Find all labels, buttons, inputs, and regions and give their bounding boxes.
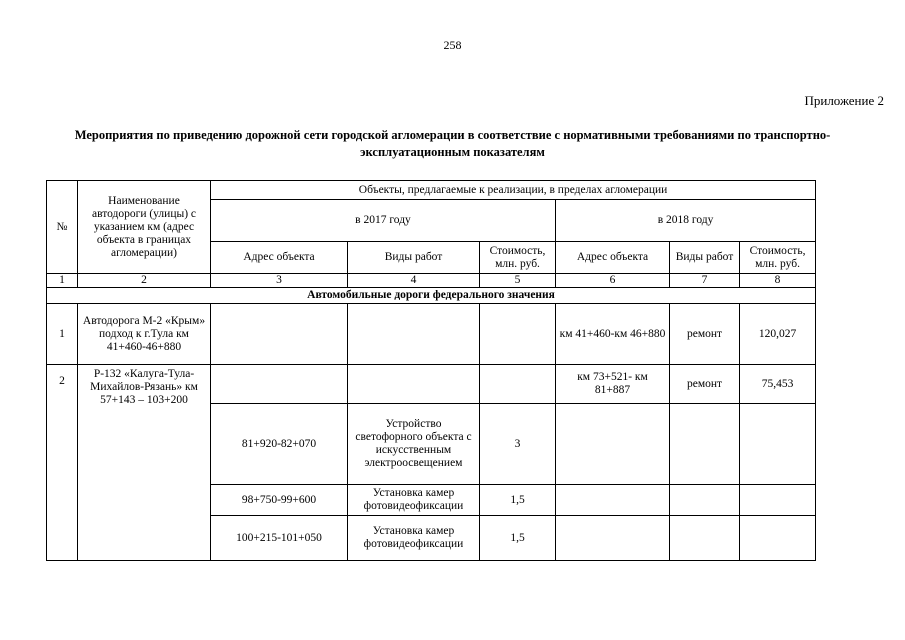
header-road-name: Наименование автодороги (улицы) с указанием км (адрес объекта в границах агломерации) xyxy=(78,181,211,274)
header-num: № xyxy=(47,181,78,274)
row-num: 2 xyxy=(47,365,78,561)
cell-empty xyxy=(211,304,348,365)
header-address-2017: Адрес объекта xyxy=(211,242,348,274)
sub-cost-2017: 3 xyxy=(480,404,556,485)
row-address-2018: км 73+521- км 81+887 xyxy=(556,365,670,404)
page-number: 258 xyxy=(443,38,462,52)
row-works-2018: ремонт xyxy=(670,304,740,365)
row-address-2018: км 41+460-км 46+880 xyxy=(556,304,670,365)
sub-address-2017: 98+750-99+600 xyxy=(211,485,348,516)
cell-empty xyxy=(480,304,556,365)
row-cost-2018: 120,027 xyxy=(740,304,816,365)
column-number: 8 xyxy=(740,274,816,288)
cell-empty xyxy=(740,404,816,485)
header-works-2017: Виды работ xyxy=(348,242,480,274)
column-number: 7 xyxy=(670,274,740,288)
cell-empty xyxy=(556,485,670,516)
cell-empty xyxy=(348,365,480,404)
cell-empty xyxy=(670,516,740,561)
column-number: 4 xyxy=(348,274,480,288)
header-cost-2017: Стоимость, млн. руб. xyxy=(480,242,556,274)
column-number: 2 xyxy=(78,274,211,288)
column-number: 1 xyxy=(47,274,78,288)
sub-cost-2017: 1,5 xyxy=(480,516,556,561)
sub-works-2017: Устройство светофорного объекта с искусственным электроосвещением xyxy=(348,404,480,485)
column-number: 6 xyxy=(556,274,670,288)
header-year-2017: в 2017 году xyxy=(211,200,556,242)
cell-empty xyxy=(211,365,348,404)
sub-works-2017: Установка камер фотовидеофиксации xyxy=(348,485,480,516)
header-cost-2018: Стоимость, млн. руб. xyxy=(740,242,816,274)
cell-empty xyxy=(480,365,556,404)
row-works-2018: ремонт xyxy=(670,365,740,404)
row-road: Автодорога М-2 «Крым» подход к г.Тула км 41+460-46+880 xyxy=(78,304,211,365)
column-number: 3 xyxy=(211,274,348,288)
cell-empty xyxy=(740,485,816,516)
row-cost-2018: 75,453 xyxy=(740,365,816,404)
cell-empty xyxy=(670,404,740,485)
cell-empty xyxy=(556,516,670,561)
table-row xyxy=(47,304,816,365)
section-title: Автомобильные дороги федерального значения xyxy=(47,288,816,304)
sub-address-2017: 100+215-101+050 xyxy=(211,516,348,561)
appendix-label: Приложение 2 xyxy=(804,93,884,108)
sub-cost-2017: 1,5 xyxy=(480,485,556,516)
document-title: Мероприятия по приведению дорожной сети городской агломерации в соответствие с нормативными требованиями по транспортно-эксплуатационным показателям xyxy=(74,128,831,159)
header-address-2018: Адрес объекта xyxy=(556,242,670,274)
column-number: 5 xyxy=(480,274,556,288)
row-num: 1 xyxy=(47,304,78,365)
sub-address-2017: 81+920-82+070 xyxy=(211,404,348,485)
header-works-2018: Виды работ xyxy=(670,242,740,274)
header-objects: Объекты, предлагаемые к реализации, в пределах агломерации xyxy=(211,181,816,200)
table-row xyxy=(47,365,816,404)
sub-works-2017: Установка камер фотовидеофиксации xyxy=(348,516,480,561)
header-year-2018: в 2018 году xyxy=(556,200,816,242)
cell-empty xyxy=(670,485,740,516)
cell-empty xyxy=(348,304,480,365)
measures-table xyxy=(46,180,816,561)
row-road: Р-132 «Калуга-Тула-Михайлов-Рязань» км 57+143 – 103+200 xyxy=(78,365,211,561)
cell-empty xyxy=(740,516,816,561)
cell-empty xyxy=(556,404,670,485)
